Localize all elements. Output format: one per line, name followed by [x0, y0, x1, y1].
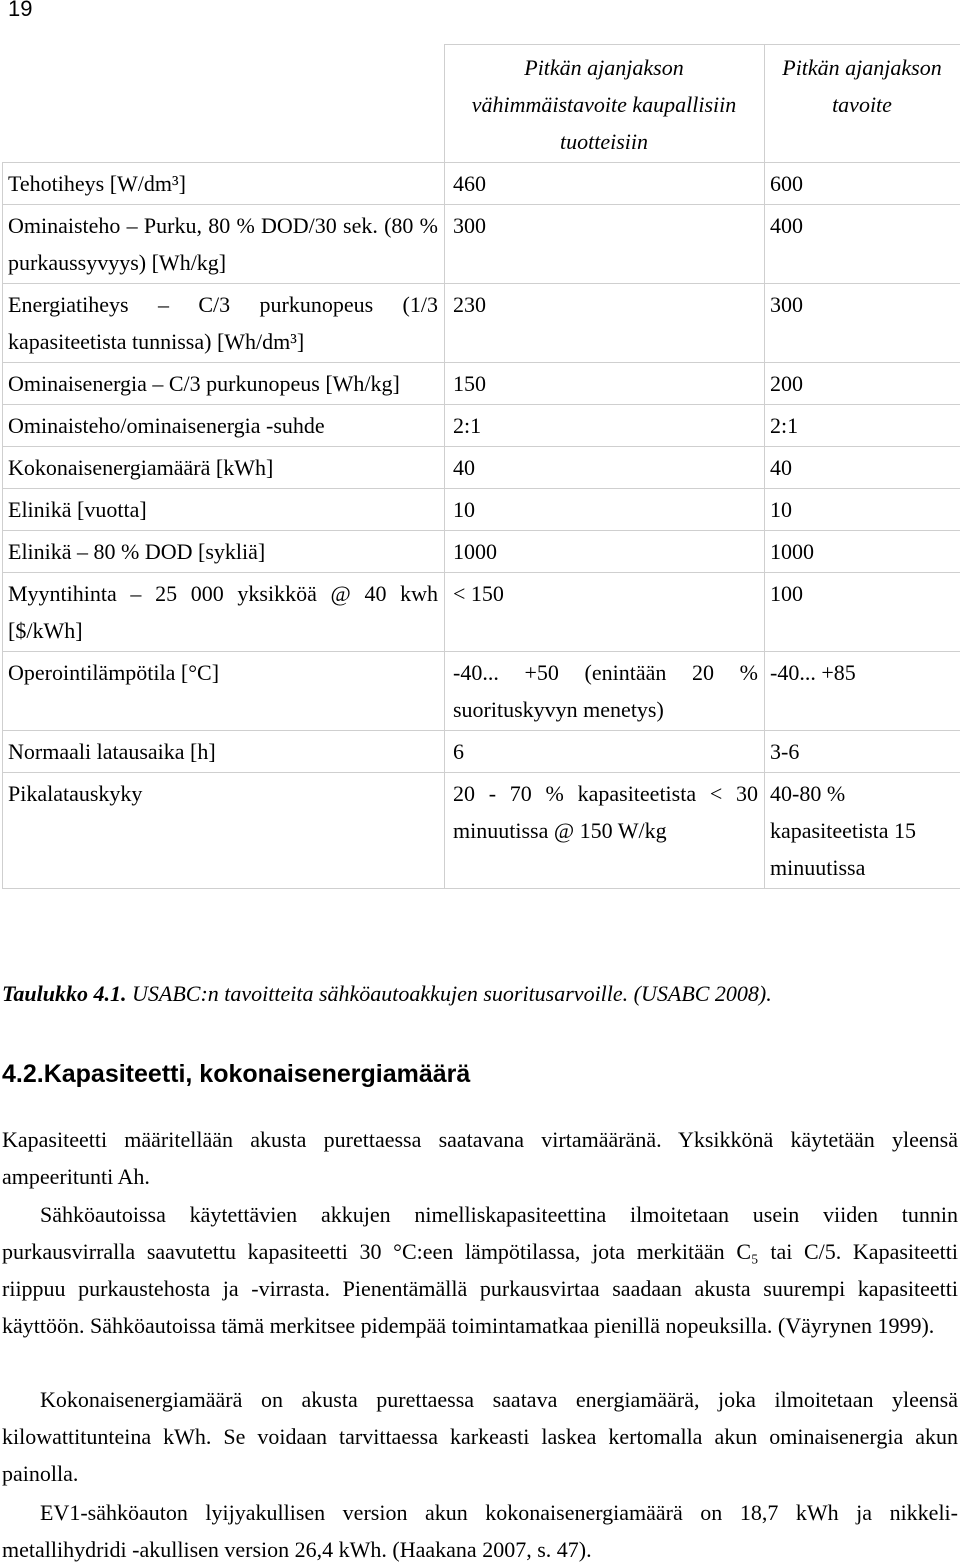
minimum-goal-value: 2:1 [445, 405, 765, 447]
minimum-goal-value: 6 [445, 731, 765, 773]
long-term-goal-value: 600 [765, 163, 960, 205]
table-row [3, 405, 960, 447]
long-term-goal-value: 2:1 [765, 405, 960, 447]
row-label: Ominaisenergia – C/3 purkunopeus [Wh/kg] [3, 363, 445, 405]
table-row [3, 447, 960, 489]
table-row [3, 284, 960, 363]
minimum-goal-value: 230 [445, 284, 765, 363]
minimum-goal-value: < 150 [445, 573, 765, 652]
minimum-goal-value: 150 [445, 363, 765, 405]
row-label: Ominaisteho/ominaisenergia -suhde [3, 405, 445, 447]
table-row [3, 573, 960, 652]
paragraph-ev1-example: EV1-sähköauton lyijyakullisen version akun kokonaisenergiamäärä on 18,7 kWh ja nikkeli-metallihydridi -akullisen version 26,4 kWh. (Haakana 2007, s. 47). [2, 1494, 958, 1568]
row-label: Myyntihinta – 25 000 yksikköä @ 40 kwh [$/kWh] [3, 573, 445, 652]
table-header-row [3, 45, 960, 163]
battery-goals-table [2, 44, 960, 889]
paragraph-nominal-capacity: Sähköautoissa käytettävien akkujen nimelliskapasiteettina ilmoitetaan usein viiden tunnin purkausvirralla saavutettu kapasiteetti 30 °C:een lämpötilassa, jota merkitään C₅ tai C/5. Kapasiteetti riippuu purkaustehosta ja -virrasta. Pienentämällä purkausvirtaa saadaan akusta suurempi kapasiteetti käyttöön. Sähköautoissa tämä merkitsee pidempää toimintamatkaa pienillä nopeuksilla. (Väyrynen 1999). [2, 1196, 958, 1344]
long-term-goal-value: -40... +85 [765, 652, 960, 731]
row-label: Tehotiheys [W/dm³] [3, 163, 445, 205]
header-minimum-goal: Pitkän ajanjakson vähimmäistavoite kaupallisiin tuotteisiin [445, 45, 765, 163]
minimum-goal-value: 460 [445, 163, 765, 205]
row-label: Elinikä – 80 % DOD [sykliä] [3, 531, 445, 573]
table-caption-text: USABC:n tavoitteita sähköautoakkujen suoritusarvoille. (USABC 2008). [127, 981, 772, 1006]
long-term-goal-value: 1000 [765, 531, 960, 573]
table-row [3, 731, 960, 773]
header-long-term-goal: Pitkän ajanjakson tavoite [765, 45, 960, 163]
table-caption [2, 981, 960, 1007]
long-term-goal-value: 100 [765, 573, 960, 652]
minimum-goal-value: 40 [445, 447, 765, 489]
table-row [3, 773, 960, 889]
table-row [3, 163, 960, 205]
table-caption-label: Taulukko 4.1. [2, 981, 127, 1006]
paragraph-capacity-definition: Kapasiteetti määritellään akusta purettaessa saatavana virtamääränä. Yksikkönä käytetään yleensä ampeeritunti Ah. [2, 1121, 958, 1195]
table-header-empty-cell [3, 45, 445, 163]
long-term-goal-value: 400 [765, 205, 960, 284]
row-label: Normaali latausaika [h] [3, 731, 445, 773]
minimum-goal-value: -40... +50 (enintään 20 % suorituskyvyn menetys) [445, 652, 765, 731]
minimum-goal-value: 20 - 70 % kapasiteetista < 30 minuutissa @ 150 W/kg [445, 773, 765, 889]
page-number: 19 [8, 0, 32, 22]
minimum-goal-value: 300 [445, 205, 765, 284]
row-label: Ominaisteho – Purku, 80 % DOD/30 sek. (80 % purkaussyvyys) [Wh/kg] [3, 205, 445, 284]
row-label: Operointilämpötila [°C] [3, 652, 445, 731]
minimum-goal-value: 1000 [445, 531, 765, 573]
table-row [3, 531, 960, 573]
table-row [3, 363, 960, 405]
long-term-goal-value: 10 [765, 489, 960, 531]
long-term-goal-value: 40 [765, 447, 960, 489]
long-term-goal-value: 300 [765, 284, 960, 363]
row-label: Elinikä [vuotta] [3, 489, 445, 531]
long-term-goal-value: 200 [765, 363, 960, 405]
row-label: Energiatiheys – C/3 purkunopeus (1/3 kapasiteetista tunnissa) [Wh/dm³] [3, 284, 445, 363]
long-term-goal-value: 3-6 [765, 731, 960, 773]
table-row [3, 489, 960, 531]
row-label: Pikalatauskyky [3, 773, 445, 889]
minimum-goal-value: 10 [445, 489, 765, 531]
table-row [3, 205, 960, 284]
table-row [3, 652, 960, 731]
row-label: Kokonaisenergiamäärä [kWh] [3, 447, 445, 489]
long-term-goal-value: 40-80 % kapasiteetista 15 minuutissa [765, 773, 960, 889]
section-heading: 4.2.Kapasiteetti, kokonaisenergiamäärä [2, 1060, 470, 1089]
paragraph-total-energy: Kokonaisenergiamäärä on akusta purettaessa saatava energiamäärä, joka ilmoitetaan yleensä kilowattitunteina kWh. Se voidaan tarvittaessa karkeasti laskea kertomalla akun ominaisenergia akun painolla. [2, 1381, 958, 1492]
